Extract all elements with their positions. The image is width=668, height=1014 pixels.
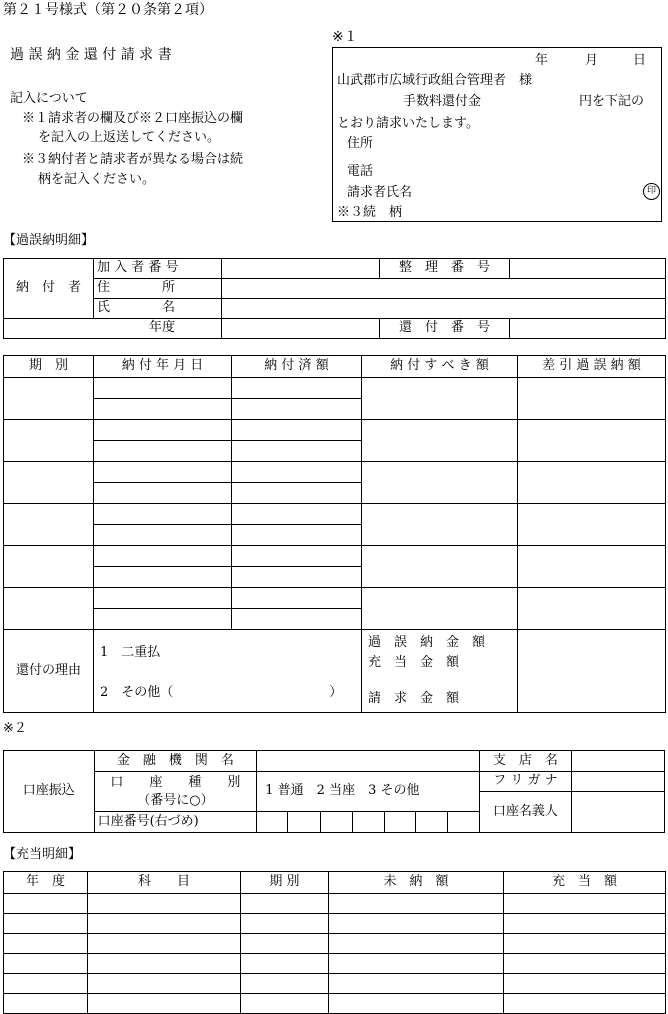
reference-no-label: 整 理 番 号 [380,259,510,279]
alloc-cell[interactable] [4,974,88,994]
alloc-cell[interactable] [504,934,666,954]
alloc-cell[interactable] [4,954,88,974]
request-marker: ※１ [332,29,358,45]
bank-marker: ※２ [3,721,27,736]
col-header: 期 別 [4,356,94,378]
paid-cell[interactable] [232,462,362,483]
date-cell[interactable] [94,609,232,630]
fee-label: 手数料還付金 [403,94,482,109]
due-cell[interactable] [362,588,518,630]
account-digit[interactable] [352,812,384,833]
alloc-cell[interactable] [4,934,88,954]
due-cell[interactable] [362,546,518,588]
addressee: 山武郡市広域行政組合管理者 様 [337,73,533,88]
alloc-cell[interactable] [504,894,666,914]
diff-cell[interactable] [518,546,666,588]
col-header: 未 納 額 [329,872,504,894]
date-cell[interactable] [94,399,232,420]
allocated-amount-label: 充 当 金 額 [368,655,460,670]
due-cell[interactable] [362,378,518,420]
date-cell[interactable] [94,525,232,546]
period-cell[interactable] [4,504,94,546]
account-digit[interactable] [384,812,415,833]
branch-label: 支 店 名 [479,751,572,772]
transfer-label: 口座振込 [4,751,95,833]
payer-label: 納 付 者 [4,259,94,319]
allocation-heading: 【充当明細】 [3,847,82,862]
alloc-cell[interactable] [504,914,666,934]
date-cell[interactable] [94,588,232,609]
date-cell[interactable] [94,441,232,462]
refund-no-label: 還 付 番 号 [380,319,510,339]
alloc-cell[interactable] [329,914,504,934]
reason-option-1[interactable]: 1 二重払 [100,645,161,660]
alloc-cell[interactable] [4,894,88,914]
period-cell[interactable] [4,420,94,462]
alloc-cell[interactable] [504,994,666,1014]
alloc-cell[interactable] [329,954,504,974]
alloc-cell[interactable] [88,894,241,914]
account-digit[interactable] [321,812,353,833]
account-type-note: （番号に○） [137,792,214,808]
alloc-cell[interactable] [4,914,88,934]
col-header: 充 当 額 [504,872,666,894]
paid-cell[interactable] [232,525,362,546]
requester-name-label: 請求者氏名 [347,185,413,200]
account-number-label: 口座番号(右づめ) [94,812,257,833]
period-cell[interactable] [4,378,94,420]
payer-address-label: 住 所 [94,279,222,299]
instructions-line: 柄を記入ください。 [38,172,156,187]
payer-address-field[interactable] [222,279,666,299]
address-label: 住所 [347,136,374,151]
totals-label-cell [362,630,518,713]
date-cell[interactable] [94,483,232,504]
instructions-heading: 記入について [10,91,88,106]
totals-value-cell[interactable] [518,630,666,713]
diff-cell[interactable] [518,420,666,462]
institution-label: 金 融 機 関 名 [94,751,257,772]
paid-cell[interactable] [232,504,362,525]
paid-cell[interactable] [232,483,362,504]
account-type-text: 口 座 種 別 [110,774,241,790]
relation-label: ※３続 柄 [337,205,403,220]
furigana-label: フ リ ガ ナ [479,772,572,792]
instructions-line: を記入の上返送してください。 [38,130,221,145]
paid-cell[interactable] [232,546,362,567]
branch-field[interactable] [572,751,665,772]
alloc-cell[interactable] [241,914,329,934]
alloc-cell[interactable] [88,954,241,974]
yen-text: 円を下記の [579,94,645,109]
diff-cell[interactable] [518,588,666,630]
date-cell[interactable] [94,546,232,567]
bank-table [3,750,665,833]
account-digit[interactable] [415,812,447,833]
alloc-cell[interactable] [241,974,329,994]
date-day: 日 [633,53,647,68]
period-cell[interactable] [4,588,94,630]
date-year: 年 [535,53,549,68]
col-header: 納 付 済 額 [232,356,362,378]
paid-cell[interactable] [232,588,362,609]
alloc-cell[interactable] [241,994,329,1014]
paid-cell[interactable] [232,378,362,399]
col-header: 期 別 [241,872,329,894]
paid-cell[interactable] [232,567,362,588]
alloc-cell[interactable] [241,954,329,974]
col-header: 年 度 [4,872,88,894]
fiscal-year-label: 年度 [4,319,222,339]
paid-cell[interactable] [232,399,362,420]
due-cell[interactable] [362,462,518,504]
date-cell[interactable] [94,378,232,399]
furigana-field[interactable] [572,772,665,792]
account-type-options[interactable]: 1 普通 2 当座 3 その他 [257,772,479,812]
alloc-cell[interactable] [329,974,504,994]
overpaid-amount-label: 過 誤 納 金 額 [368,635,486,650]
instructions-line: ※３納付者と請求者が異なる場合は続 [22,152,244,167]
alloc-cell[interactable] [88,914,241,934]
holder-label: 口座名義人 [479,792,572,833]
alloc-cell[interactable] [329,934,504,954]
overpay-heading: 【過誤納明細】 [3,233,95,248]
col-header: 納 付 す べ き 額 [362,356,518,378]
payment-table [3,355,666,713]
diff-cell[interactable] [518,504,666,546]
reference-no-field[interactable] [510,259,666,279]
holder-field[interactable] [572,792,665,833]
alloc-cell[interactable] [88,974,241,994]
due-cell[interactable] [362,420,518,462]
alloc-cell[interactable] [504,954,666,974]
date-cell[interactable] [94,462,232,483]
diff-cell[interactable] [518,378,666,420]
alloc-cell[interactable] [241,934,329,954]
fiscal-year-field[interactable] [222,319,380,339]
account-digit[interactable] [447,812,479,833]
period-cell[interactable] [4,462,94,504]
alloc-cell[interactable] [504,974,666,994]
account-digit[interactable] [288,812,321,833]
instructions-line: ※１請求者の欄及び※２口座振込の欄 [22,111,244,126]
alloc-cell[interactable] [88,994,241,1014]
alloc-cell[interactable] [88,934,241,954]
refund-no-field[interactable] [510,319,666,339]
alloc-cell[interactable] [4,994,88,1014]
col-header: 科 目 [88,872,241,894]
col-header: 差 引 過 誤 納 額 [518,356,666,378]
account-digit[interactable] [257,812,288,833]
paid-cell[interactable] [232,420,362,441]
payer-name-label: 氏 名 [94,299,222,319]
claim-amount-label: 請 求 金 額 [368,691,460,706]
paid-cell[interactable] [232,441,362,462]
institution-field[interactable] [257,751,479,772]
paid-cell[interactable] [232,609,362,630]
subscriber-no-field[interactable] [222,259,380,279]
reason-cell[interactable] [94,630,362,713]
document-title: 過 誤 納 金 還 付 請 求 書 [10,47,172,63]
request-body: とおり請求いたします。 [337,116,479,131]
overpay-table [3,258,666,339]
account-type-label [94,772,257,812]
seal-mark: 印 [643,183,660,200]
period-cell[interactable] [4,546,94,588]
reason-label: 還付の理由 [4,630,94,713]
payer-name-field[interactable] [222,299,666,319]
phone-label: 電話 [347,164,374,179]
allocation-table [3,871,666,1014]
due-cell[interactable] [362,504,518,546]
alloc-cell[interactable] [241,894,329,914]
subscriber-no-label: 加 入 者 番 号 [94,259,222,279]
date-cell[interactable] [94,504,232,525]
request-box [332,47,662,222]
alloc-cell[interactable] [329,994,504,1014]
date-cell[interactable] [94,420,232,441]
reason-option-2[interactable]: 2 その他（ ） [100,685,343,700]
date-cell[interactable] [94,567,232,588]
form-number: 第２１号様式（第２０条第２項） [3,2,213,18]
diff-cell[interactable] [518,462,666,504]
col-header: 納 付 年 月 日 [94,356,232,378]
date-month: 月 [585,53,599,68]
alloc-cell[interactable] [329,894,504,914]
